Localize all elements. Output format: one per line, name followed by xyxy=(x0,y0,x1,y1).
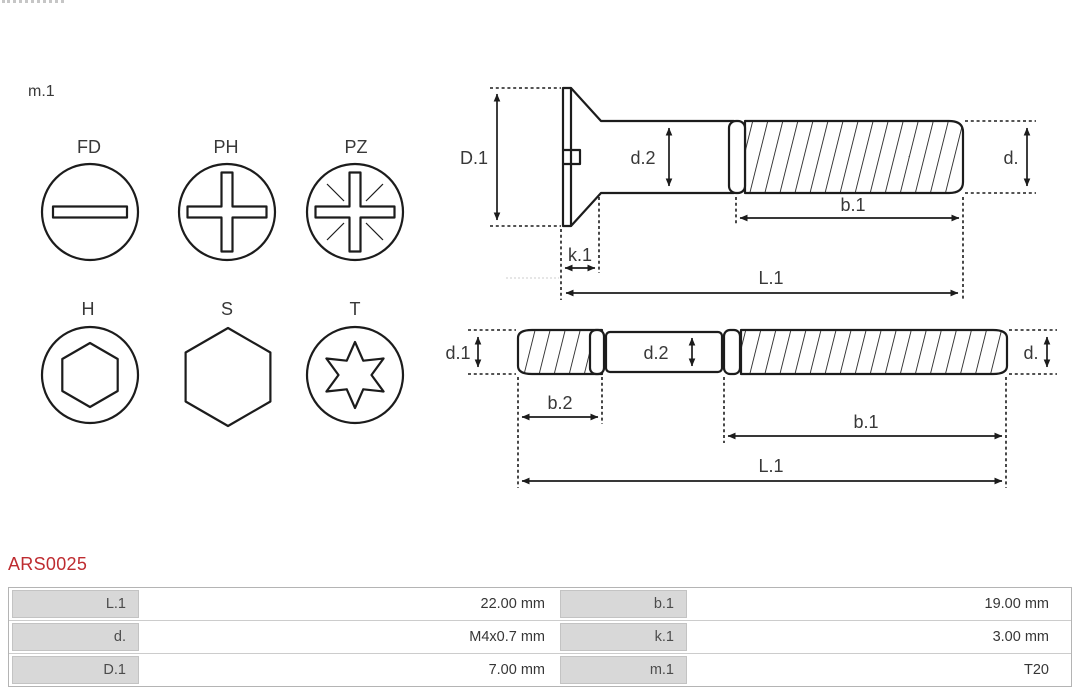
dim-label-b2-stud: b.2 xyxy=(547,393,573,413)
stud-right-thread xyxy=(741,330,1007,374)
spec-label-d: d. xyxy=(12,623,139,651)
dim-ext-d xyxy=(965,121,1036,193)
dim-label-L1: L.1 xyxy=(758,268,784,288)
pozidriv-tick-lines xyxy=(327,184,383,240)
phillips-cross-glyph xyxy=(188,173,267,252)
stud-left-runout xyxy=(590,330,604,374)
stud-right-runout xyxy=(724,330,740,374)
spec-label-m1: m.1 xyxy=(560,656,687,684)
dim-ext-d1-stud xyxy=(468,330,516,374)
dim-label-d2: d.2 xyxy=(630,148,656,168)
slotted-head-icon xyxy=(42,164,138,260)
spec-label-L1: L.1 xyxy=(12,590,139,618)
spec-label-b1: b.1 xyxy=(560,590,687,618)
table-row xyxy=(9,621,1071,654)
screw-thread-section xyxy=(745,121,963,193)
drive-icon-ph xyxy=(179,137,275,260)
table-row xyxy=(9,588,1071,621)
dim-label-d-stud: d. xyxy=(1023,343,1039,363)
dim-label-b1-stud: b.1 xyxy=(853,412,879,432)
drive-icon-h xyxy=(42,299,138,423)
pozidriv-head-icon xyxy=(307,164,403,260)
drive-type-icons xyxy=(42,137,403,426)
spec-label-D1: D.1 xyxy=(12,656,139,684)
dim-label-b1: b.1 xyxy=(840,195,866,215)
torx-star-glyph xyxy=(326,342,383,408)
drive-icon-s-label: S xyxy=(220,299,234,319)
drive-icon-fd-label: FD xyxy=(77,137,101,157)
dim-label-d1-stud: d.1 xyxy=(445,343,471,363)
spec-value-d: M4x0.7 mm xyxy=(469,629,545,645)
drive-icon-pz-label: PZ xyxy=(344,137,368,157)
dim-label-k1: k.1 xyxy=(567,245,593,265)
drive-icon-fd xyxy=(42,137,138,260)
dim-label-D1: D.1 xyxy=(459,148,489,168)
dim-label-d2-stud: d.2 xyxy=(643,343,669,363)
dim-label-d: d. xyxy=(1003,148,1019,168)
spec-value-b1: 19.00 mm xyxy=(984,596,1049,612)
drive-icon-t xyxy=(307,299,403,423)
hex-socket-icon xyxy=(42,327,138,423)
drive-icon-ph-label: PH xyxy=(213,137,239,157)
drive-icon-s xyxy=(186,299,271,426)
spec-value-k1: 3.00 mm xyxy=(992,629,1049,645)
dim-ext-D1 xyxy=(490,88,561,226)
dim-label-L1-stud: L.1 xyxy=(758,456,784,476)
spec-value-L1: 22.00 mm xyxy=(480,596,545,612)
hex-socket-glyph xyxy=(62,343,117,407)
spec-value-m1: T20 xyxy=(1024,662,1049,678)
drive-icon-t-label: T xyxy=(349,299,361,319)
drive-icon-pz xyxy=(307,137,403,260)
table-row xyxy=(9,654,1071,686)
stud-drawing xyxy=(445,330,1057,488)
spec-label-k1: k.1 xyxy=(560,623,687,651)
countersunk-screw-drawing xyxy=(460,88,1036,300)
spec-table xyxy=(8,587,1072,687)
part-number: ARS0025 xyxy=(8,554,88,574)
phillips-head-icon xyxy=(179,164,275,260)
mark-label: m.1 xyxy=(28,83,55,100)
thread-runout xyxy=(729,121,745,193)
spec-value-D1: 7.00 mm xyxy=(488,662,545,678)
hex-head-glyph xyxy=(186,328,271,426)
drive-icon-h-label: H xyxy=(81,299,95,319)
slot-glyph xyxy=(53,207,127,218)
